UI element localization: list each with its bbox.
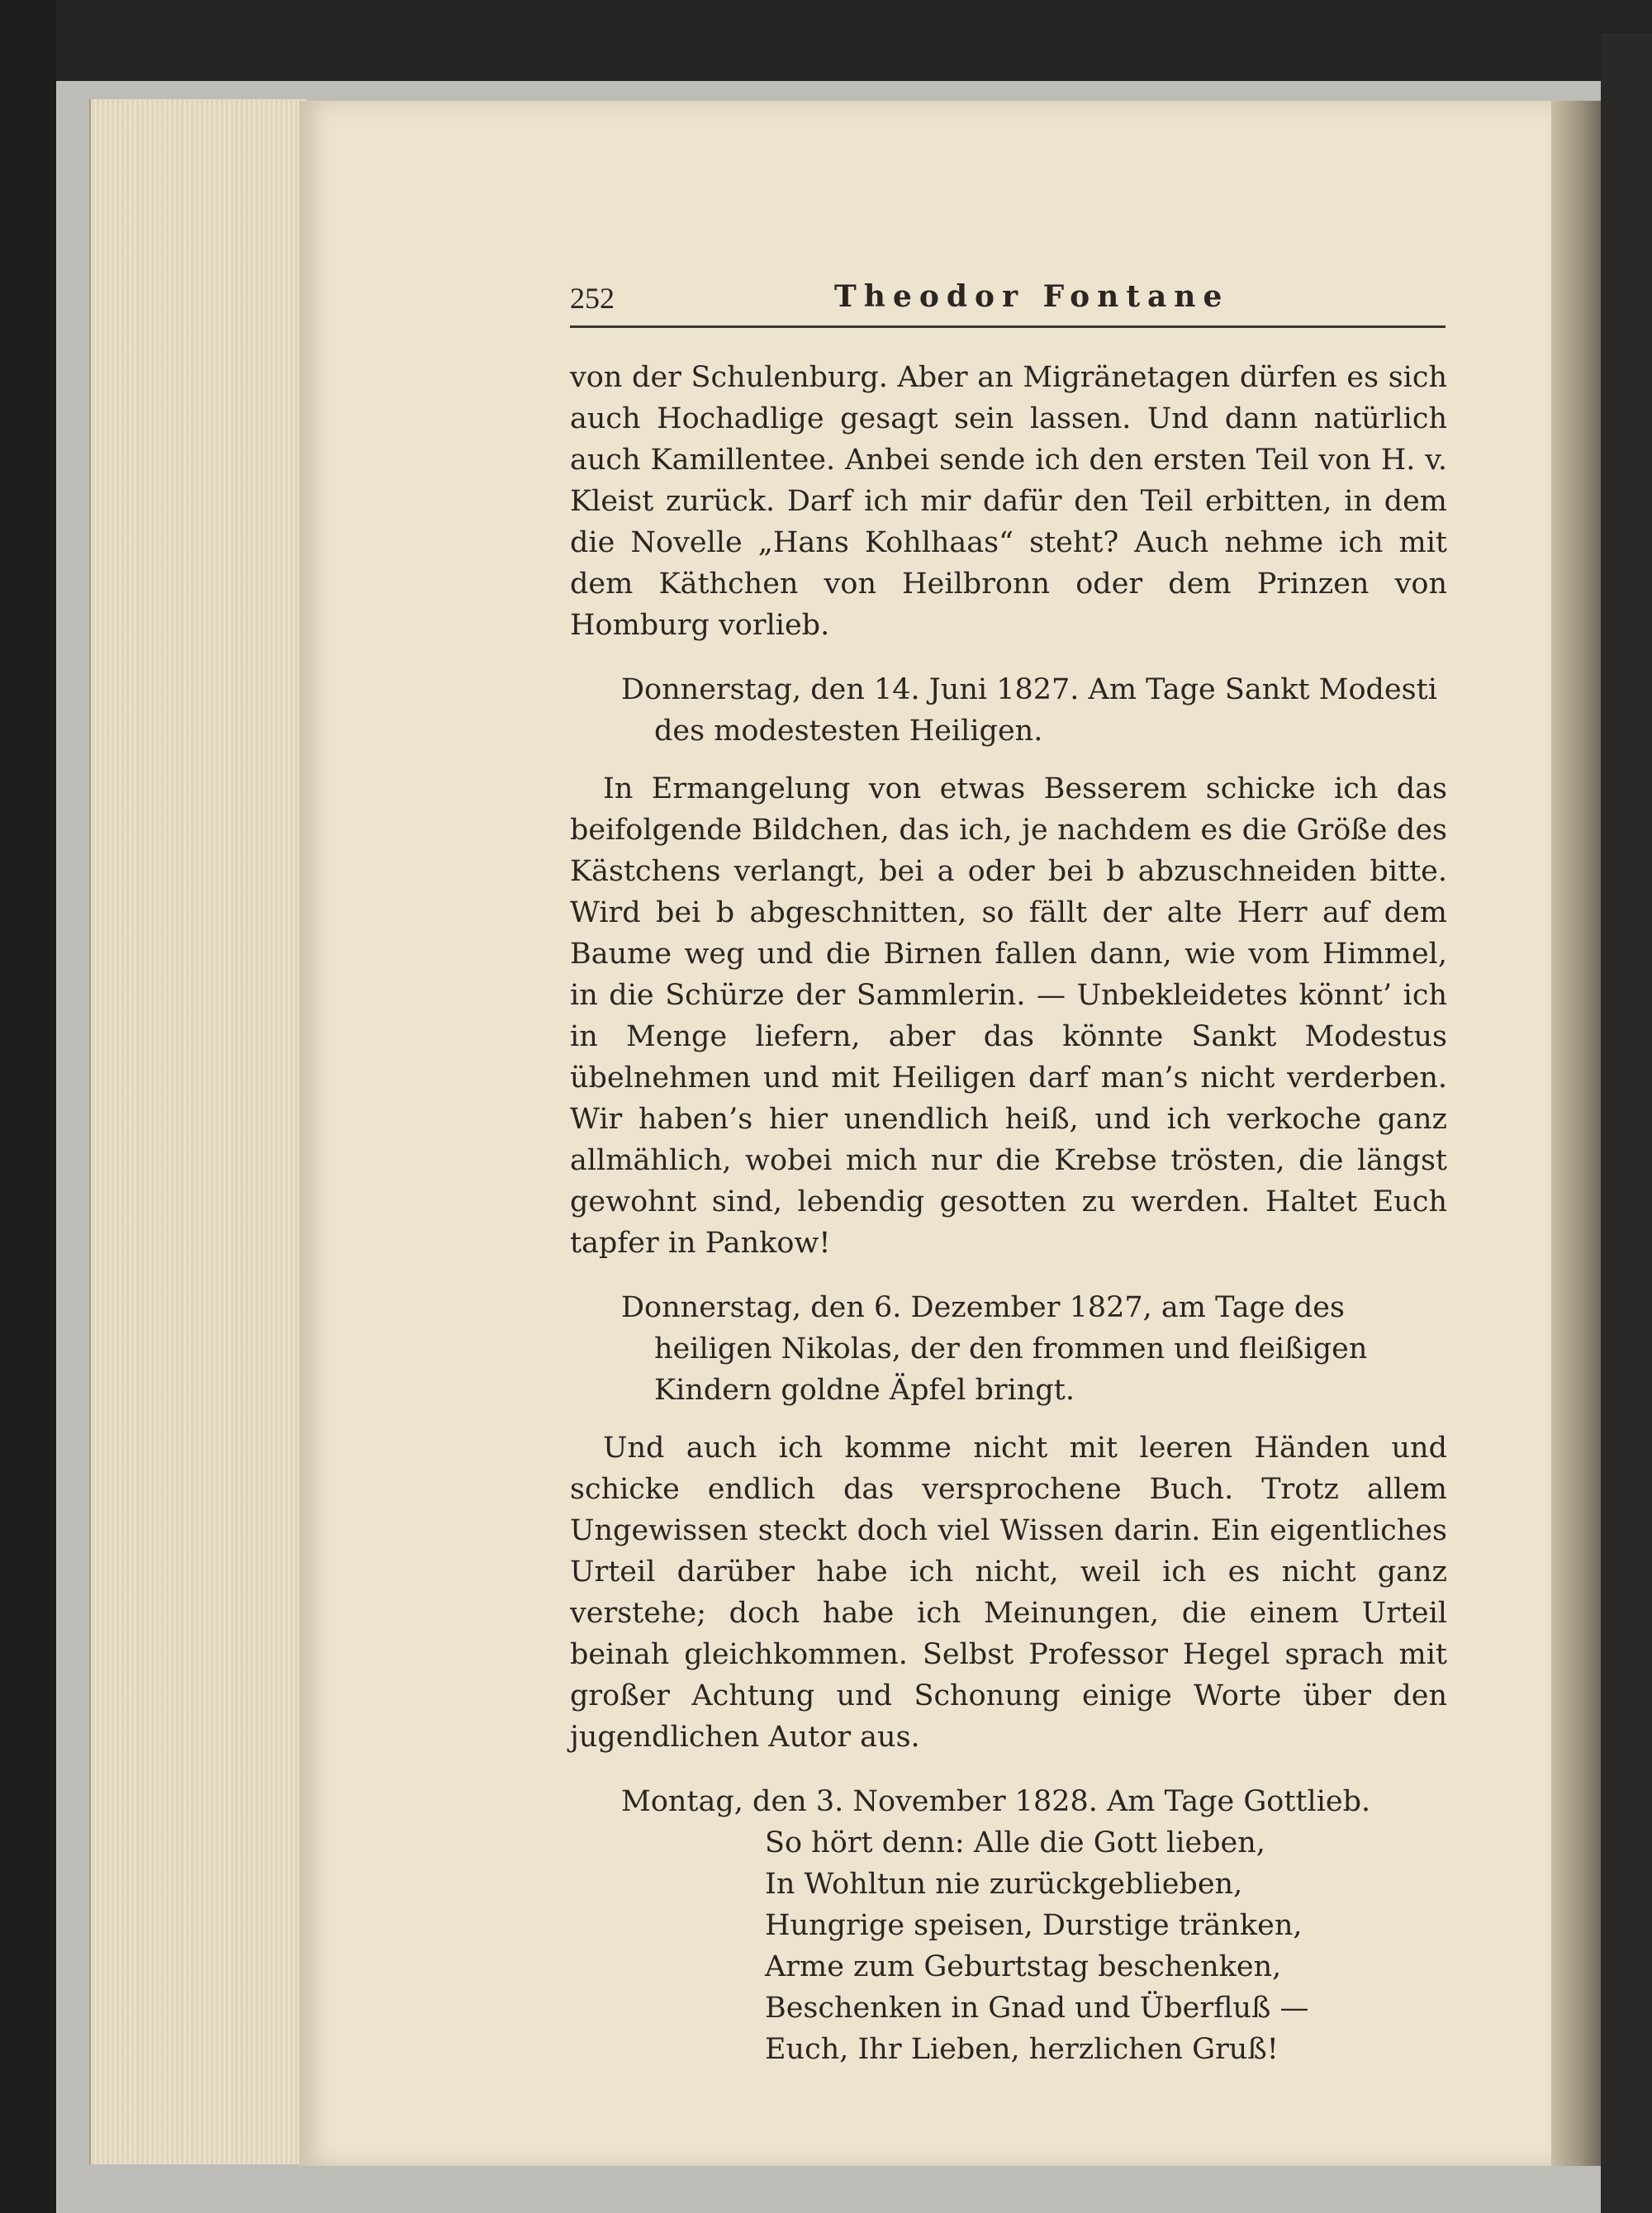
background-left: [0, 0, 56, 2213]
poem-line: In Wohltun nie zurückgeblieben,: [765, 1868, 1243, 1901]
page-header: [570, 279, 1446, 328]
paragraph-june-1827: In Ermangelung von etwas Besserem schicke ich das beifolgende Bildchen, das ich, je nachdem es die Größe des Kästchens verlangt, bei a oder bei b abzuschneiden bitte. Wird bei b abgeschnitten, so fällt der alte Herr auf dem Baume weg und die Birnen fallen dann, wie vom Himmel, in die Schürze der Sammlerin. — Unbekleidetes könnt’ ich in Menge liefern, aber das könnte Sankt Modestus übelnehmen und mit Heiligen darf man’s nicht verderben. Wir haben’s hier unendlich heiß, und ich verkoche ganz allmählich, wobei mich nur die Krebse trösten, die längst gewohnt sind, lebendig gesotten zu werden. Haltet Euch tapfer in Pankow!: [570, 772, 1447, 1260]
letter-heading-november-1828: Montag, den 3. November 1828. Am Tage Gottlieb.: [621, 1785, 1371, 1818]
page-number: 252: [570, 282, 615, 315]
poem-line: Hungrige speisen, Durstige tränken,: [765, 1909, 1303, 1942]
letter-heading-december-1827: Donnerstag, den 6. Dezember 1827, am Tage des heiligen Nikolas, der den frommen und fleißigen Kindern goldne Äpfel bringt.: [621, 1291, 1368, 1407]
opposite-page-edge: [1551, 101, 1601, 2166]
poem: [570, 1822, 1447, 2070]
letter-heading-june-1827: Donnerstag, den 14. Juni 1827. Am Tage Sankt Modesti des modestesten Heiligen.: [621, 673, 1437, 748]
poem-line: So hört denn: Alle die Gott lieben,: [765, 1826, 1265, 1859]
poem-line: Arme zum Geburtstag beschenken,: [765, 1950, 1282, 1983]
background-right: [1601, 33, 1652, 2213]
paragraph-continuation: von der Schulenburg. Aber an Migränetagen dürfen es sich auch Hochadlige gesagt sein lassen. Und dann natürlich auch Kamillentee. Anbei sende ich den ersten Teil von H. v. Kleist zurück. Darf ich mir dafür den Teil erbitten, in dem die Novelle „Hans Kohlhaas“ steht? Auch nehme ich mit dem Käthchen von Heilbronn oder dem Prinzen von Homburg vorlieb.: [570, 361, 1447, 642]
poem-line: Euch, Ihr Lieben, herzlichen Gruß!: [765, 2033, 1279, 2066]
paragraph-december-1827: Und auch ich komme nicht mit leeren Händen und schicke endlich das versprochene Buch. Trotz allem Ungewissen steckt doch viel Wissen darin. Ein eigentliches Urteil darüber habe ich nicht, weil ich es nicht ganz verstehe; doch habe ich Meinungen, die einem Urteil beinah gleichkommen. Selbst Professor Hegel sprach mit großer Achtung und Schonung einige Worte über den jugendlichen Autor aus.: [570, 1432, 1447, 1754]
page-body: [570, 357, 1447, 2070]
page-edges: [89, 99, 307, 2164]
poem-line: Beschenken in Gnad und Überfluß —: [765, 1992, 1309, 2025]
background-top: [0, 0, 1652, 81]
running-title: Theodor Fontane: [834, 279, 1230, 314]
